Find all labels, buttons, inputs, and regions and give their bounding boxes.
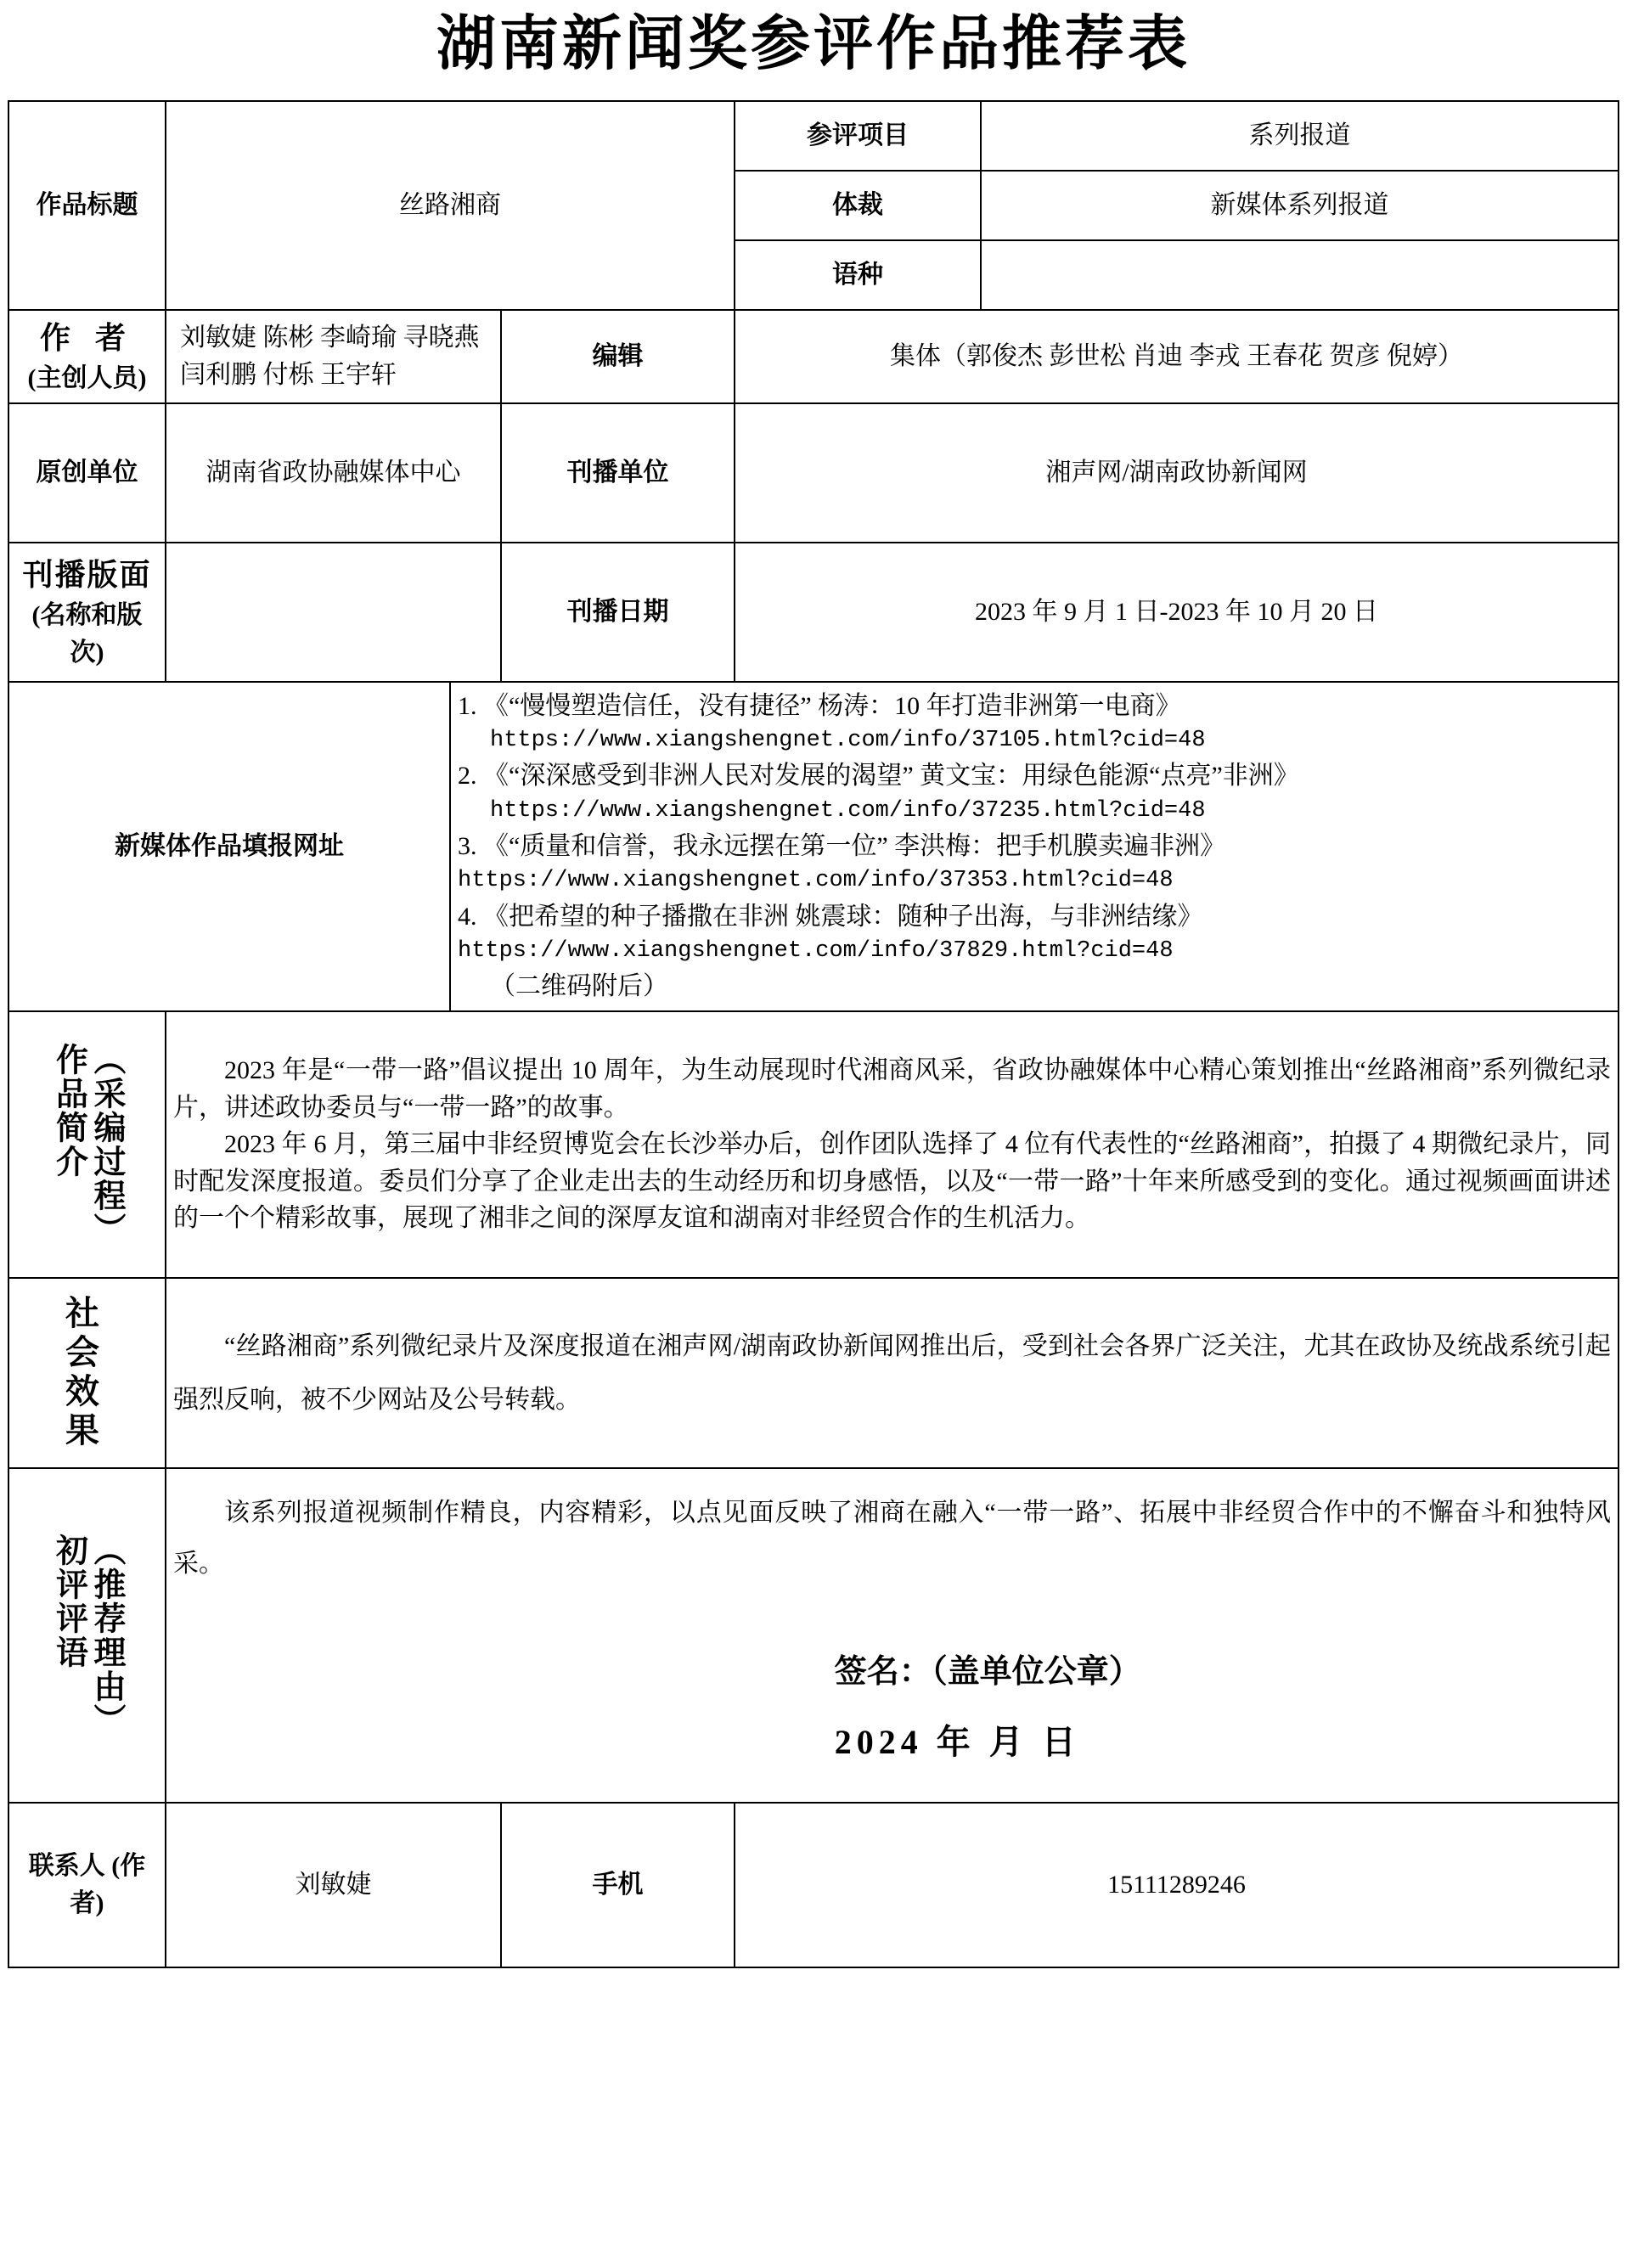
review-label-vertical xyxy=(16,1474,158,1797)
table-row-authors xyxy=(8,310,1619,403)
url-item-title: 《“慢慢塑造信任，没有捷径” 杨涛：10 年打造非洲第一电商》 xyxy=(483,691,1181,720)
url-qr-note: （二维码附后） xyxy=(490,972,668,1001)
effect-paragraph: “丝路湘商”系列微纪录片及深度报道在湘声网/湖南政协新闻网推出后，受到社会各界广泛关注，尤其在政协及统战系统引起强烈反响，被不少网站及公号转载。 xyxy=(173,1331,1611,1414)
page-title: 湖南新闻奖参评作品推荐表 xyxy=(436,12,1191,77)
url-item-number: 3. xyxy=(458,831,477,860)
url-item-number: 4. xyxy=(458,902,477,931)
category-label: 参评项目 xyxy=(735,101,981,171)
review-paragraph: 该系列报道视频制作精良，内容精彩，以点见面反映了湘商在融入“一带一路”、拓展中非经贸合作中的不懈奋斗和独特风采。 xyxy=(173,1498,1611,1578)
table-row-work-title xyxy=(8,101,1619,171)
author-label-main: 作 者 xyxy=(39,321,134,355)
editor-label: 编辑 xyxy=(501,310,735,403)
url-item-title: 《“深深感受到非洲人民对发展的渴望” 黄文宝：用绿色能源“点亮”非洲》 xyxy=(483,762,1299,791)
contact-value: 刘敏婕 xyxy=(166,1803,501,1967)
work-title-label: 作品标题 xyxy=(8,101,166,310)
publish-date-label: 刊播日期 xyxy=(501,543,735,682)
publish-page-label-sub: (名称和版次) xyxy=(31,601,143,667)
url-item xyxy=(458,898,1611,936)
author-label-sub: (主创人员) xyxy=(27,364,147,393)
publish-page-label-main: 刊播版面 xyxy=(22,558,152,593)
table-row-effect xyxy=(8,1278,1619,1468)
effect-label-text: 社会效果 xyxy=(60,1294,99,1451)
url-item-title: 《“质量和信誉，我永远摆在第一位” 李洪梅：把手机膜卖遍非洲》 xyxy=(483,831,1226,860)
publish-page-label xyxy=(8,543,166,682)
author-value: 刘敏婕 陈彬 李崎瑜 寻晓燕 闫利鹏 付栎 王宇轩 xyxy=(166,310,501,403)
url-item-link[interactable]: https://www.xiangshengnet.com/info/37353.html?cid=48 xyxy=(458,868,1174,894)
url-item xyxy=(458,688,1611,725)
url-item-link[interactable]: https://www.xiangshengnet.com/info/37105.html?cid=48 xyxy=(490,728,1206,754)
review-label xyxy=(8,1468,166,1803)
intro-paragraph-1: 2023 年是“一带一路”倡议提出 10 周年，为生动展现时代湘商风采，省政协融媒体中心精心策划推出“丝路湘商”系列微纪录片，讲述政协委员与“一带一路”的故事。 xyxy=(173,1056,1611,1122)
intro-label xyxy=(8,1011,166,1278)
contact-label: 联系人 (作者) xyxy=(8,1803,166,1967)
url-item-link[interactable]: https://www.xiangshengnet.com/info/37235.html?cid=48 xyxy=(490,797,1206,824)
url-item xyxy=(458,828,1611,865)
work-title-value: 丝路湘商 xyxy=(166,101,735,310)
url-item-link[interactable]: https://www.xiangshengnet.com/info/37829.html?cid=48 xyxy=(458,938,1174,965)
phone-value: 15111289246 xyxy=(735,1803,1619,1967)
language-label: 语种 xyxy=(735,240,981,310)
publish-page-value xyxy=(166,543,501,682)
table-row-units xyxy=(8,403,1619,543)
phone-label: 手机 xyxy=(501,1803,735,1967)
genre-value: 新媒体系列报道 xyxy=(981,171,1619,240)
review-body xyxy=(166,1468,1619,1803)
effect-label xyxy=(8,1278,166,1468)
signature-date-line: 2024 年 月 日 xyxy=(834,1722,1081,1761)
intro-label-column-a: （采编过程） xyxy=(88,1042,125,1247)
url-item-number: 2. xyxy=(458,762,477,791)
url-list xyxy=(450,682,1619,1011)
publish-unit-value: 湘声网/湖南政协新闻网 xyxy=(735,403,1619,543)
recommendation-form-table xyxy=(8,100,1619,1968)
url-item xyxy=(458,757,1611,795)
table-row-urls xyxy=(8,682,1619,1011)
review-label-column-b: 初评评语 xyxy=(50,1533,87,1669)
table-row-review xyxy=(8,1468,1619,1803)
table-row-intro xyxy=(8,1011,1619,1278)
intro-label-column-b: 作品简介 xyxy=(50,1042,87,1179)
effect-body xyxy=(166,1278,1619,1468)
signature-block xyxy=(173,1639,1611,1778)
publish-unit-label: 刊播单位 xyxy=(501,403,735,543)
author-label xyxy=(8,310,166,403)
table-row-contact xyxy=(8,1803,1619,1967)
url-item-number: 1. xyxy=(458,691,477,720)
url-label: 新媒体作品填报网址 xyxy=(8,682,450,1011)
origin-unit-label: 原创单位 xyxy=(8,403,166,543)
review-label-column-a: （推荐理由） xyxy=(88,1533,125,1737)
intro-body xyxy=(166,1011,1619,1278)
table-row-publish-page xyxy=(8,543,1619,682)
genre-label: 体裁 xyxy=(735,171,981,240)
intro-label-vertical xyxy=(16,1017,158,1272)
category-value: 系列报道 xyxy=(981,101,1619,171)
effect-label-vertical xyxy=(16,1284,158,1462)
origin-unit-value: 湖南省政协融媒体中心 xyxy=(166,403,501,543)
signature-line: 签名：（盖单位公章） xyxy=(834,1653,1141,1690)
language-value xyxy=(981,240,1619,310)
url-item-title: 《把希望的种子播撒在非洲 姚震球：随种子出海，与非洲结缘》 xyxy=(483,902,1203,931)
publish-date-value: 2023 年 9 月 1 日-2023 年 10 月 20 日 xyxy=(735,543,1619,682)
editor-value: 集体（郭俊杰 彭世松 肖迪 李戎 王春花 贺彦 倪婷） xyxy=(735,310,1619,403)
intro-paragraph-2: 2023 年 6 月，第三届中非经贸博览会在长沙举办后，创作团队选择了 4 位有代表性的“丝路湘商”，拍摄了 4 期微纪录片，同时配发深度报道。委员们分享了企业走出去的生动经历和切身感悟，以及“一带一路”十年来所感受到的变化。通过视频画面讲述的一个个精彩故事，展现了湘非之间的深厚友谊和湖南对非经贸合作的生机活力。 xyxy=(173,1130,1611,1232)
